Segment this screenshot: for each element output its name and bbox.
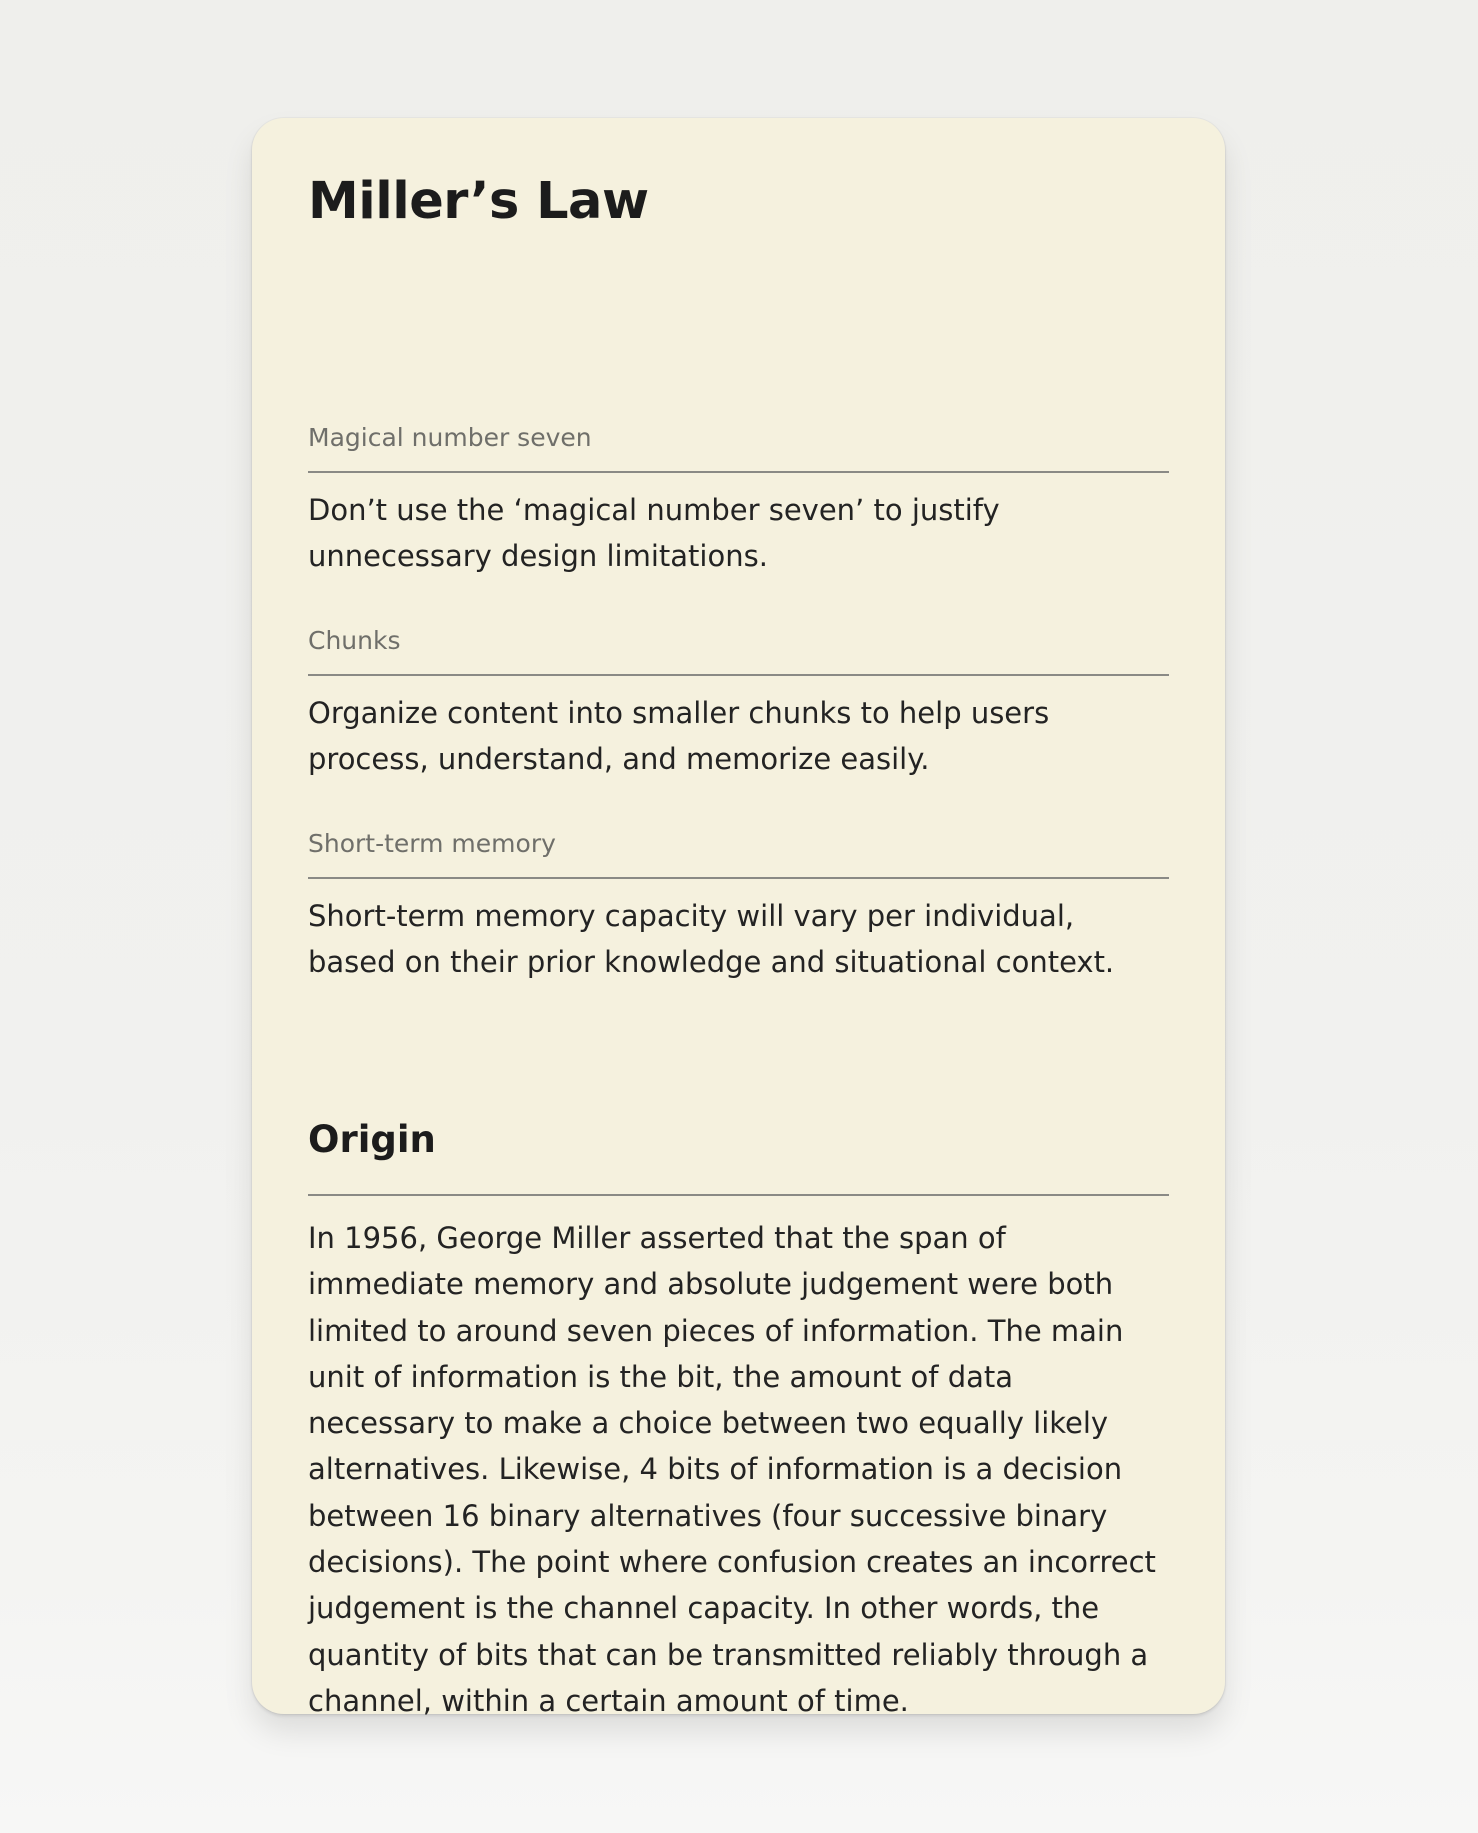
card-content <box>308 118 1169 1718</box>
section-label: Magical number seven <box>308 420 1169 473</box>
section-chunks <box>308 623 1169 782</box>
origin-divider <box>308 1194 1169 1196</box>
origin-heading: Origin <box>308 1118 436 1161</box>
section-magical-number-seven <box>308 420 1169 579</box>
law-card <box>252 118 1225 1718</box>
section-text: Don’t use the ‘magical number seven’ to justify unnecessary design limitations. <box>308 493 1000 573</box>
section-text: Short-term memory capacity will vary per individual, based on their prior knowledge and situational context. <box>308 899 1115 979</box>
section-text: Organize content into smaller chunks to help users process, understand, and memorize easily. <box>308 696 1050 776</box>
section-short-term-memory <box>308 826 1169 985</box>
origin-text: In 1956, George Miller asserted that the span of immediate memory and absolute judgement were both limited to around seven pieces of information. The main unit of information is the bit, the amount of data necessary to make a choice between two equally likely alternatives. Likewise, 4 bits of information is a decision between 16 binary alternatives (four successive binary decisions). The point where confusion creates an incorrect judgement is the channel capacity. In other words, the quantity of bits that can be transmitted reliably through a channel, within a certain amount of time. <box>308 1221 1156 1718</box>
section-label: Chunks <box>308 623 1169 676</box>
section-label: Short-term memory <box>308 826 1169 879</box>
card-title: Miller’s Law <box>308 172 649 231</box>
